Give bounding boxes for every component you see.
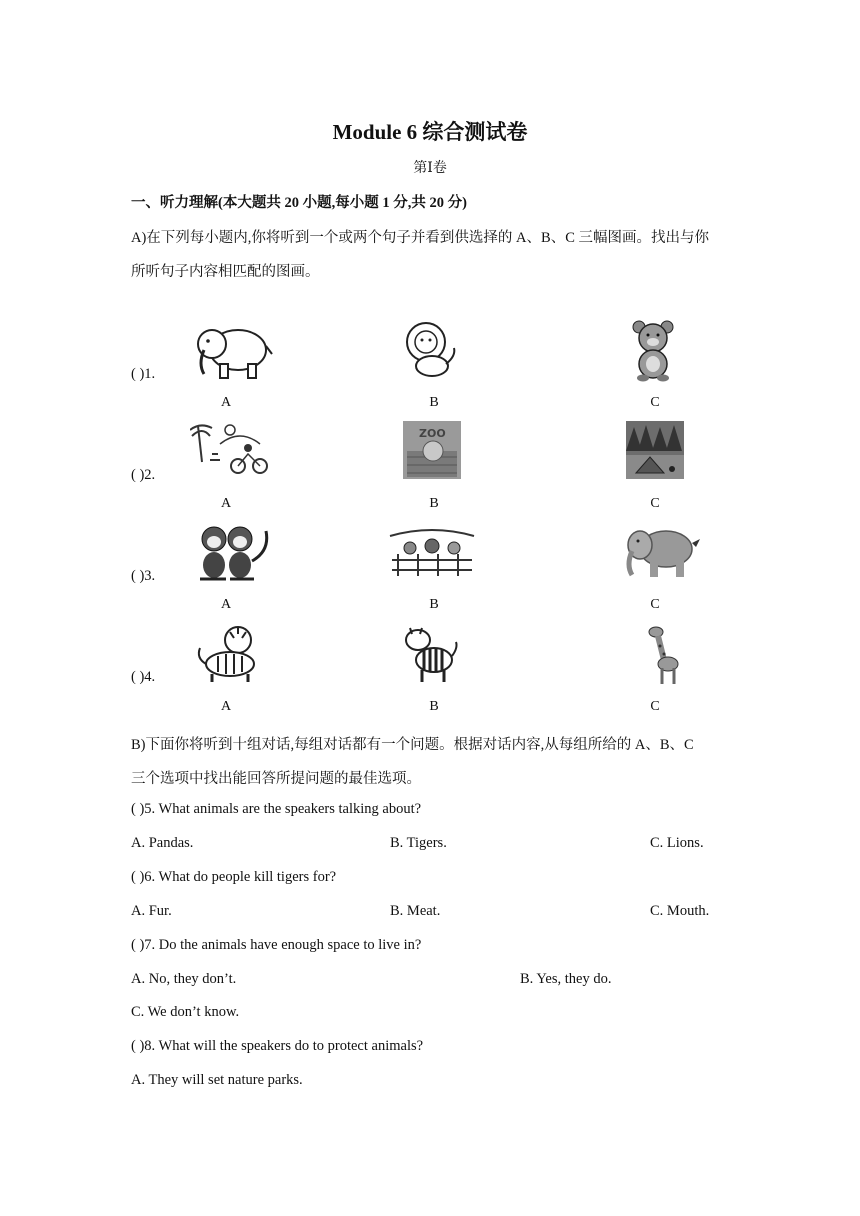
part-a-instruction-line1: A)在下列每小题内,你将听到一个或两个句子并看到供选择的 A、B、C 三幅图画。找出与你	[131, 230, 709, 246]
elephant-outline-icon	[190, 320, 274, 380]
option-label-a: A	[220, 496, 232, 511]
option-label-c: C	[650, 395, 660, 410]
option-label-b: B	[429, 496, 439, 511]
question-6-option-c: C. Mouth.	[650, 903, 710, 919]
part-b-instruction-line1: B)下面你将听到十组对话,每组对话都有一个问题。根据对话内容,从每组所给的 A、B、C	[131, 737, 694, 753]
question-5-option-b: B. Tigers.	[390, 835, 447, 851]
question-1-stem: ( )1.	[131, 366, 156, 382]
lion-icon	[400, 320, 460, 380]
svg-text:ZOO: ZOO	[419, 427, 446, 440]
forest-camp-icon	[626, 421, 684, 479]
question-2-stem: ( )2.	[131, 467, 156, 483]
monkeys-icon	[190, 521, 274, 583]
option-label-c: C	[650, 597, 660, 612]
question-6-stem: ( )6. What do people kill tigers for?	[131, 869, 337, 885]
option-label-a: A	[220, 597, 232, 612]
question-7-stem: ( )7. Do the animals have enough space to live in?	[131, 937, 422, 953]
page-title: Module 6 综合测试卷	[332, 120, 528, 144]
zoo-gate-icon	[403, 421, 461, 479]
option-label-c: C	[650, 496, 660, 511]
question-3-stem: ( )3.	[131, 568, 156, 584]
question-4-stem: ( )4.	[131, 669, 156, 685]
part-a-instruction-line2: 所听句子内容相匹配的图画。	[131, 264, 320, 280]
tiger-icon	[194, 624, 270, 684]
question-6-option-b: B. Meat.	[390, 903, 441, 919]
question-6-option-a: A. Fur.	[131, 903, 172, 919]
option-label-c: C	[650, 699, 660, 714]
question-5-stem: ( )5. What animals are the speakers talking about?	[131, 801, 422, 817]
option-label-b: B	[429, 699, 439, 714]
question-5-option-a: A. Pandas.	[131, 835, 194, 851]
giraffe-icon	[644, 624, 684, 686]
question-8-option-a: A. They will set nature parks.	[131, 1072, 303, 1088]
question-5-option-c: C. Lions.	[650, 835, 704, 851]
park-scene-icon	[190, 422, 274, 480]
question-8-stem: ( )8. What will the speakers do to protect animals?	[131, 1038, 424, 1054]
question-7-option-a: A. No, they don’t.	[131, 971, 237, 987]
elephant-icon	[622, 525, 702, 581]
option-label-b: B	[429, 597, 439, 612]
option-label-a: A	[220, 699, 232, 714]
section-heading-listening: 一、听力理解(本大题共 20 小题,每小题 1 分,共 20 分)	[131, 195, 467, 211]
volume-label: 第Ⅰ卷	[413, 161, 447, 176]
bear-icon	[628, 318, 678, 382]
zebra-icon	[400, 624, 460, 684]
question-7-option-c: C. We don’t know.	[131, 1004, 240, 1020]
option-label-a: A	[220, 395, 232, 410]
farm-scene-icon	[388, 526, 476, 578]
option-label-b: B	[429, 395, 439, 410]
part-b-instruction-line2: 三个选项中找出能回答所提问题的最佳选项。	[131, 771, 421, 787]
question-7-option-b: B. Yes, they do.	[520, 971, 612, 987]
